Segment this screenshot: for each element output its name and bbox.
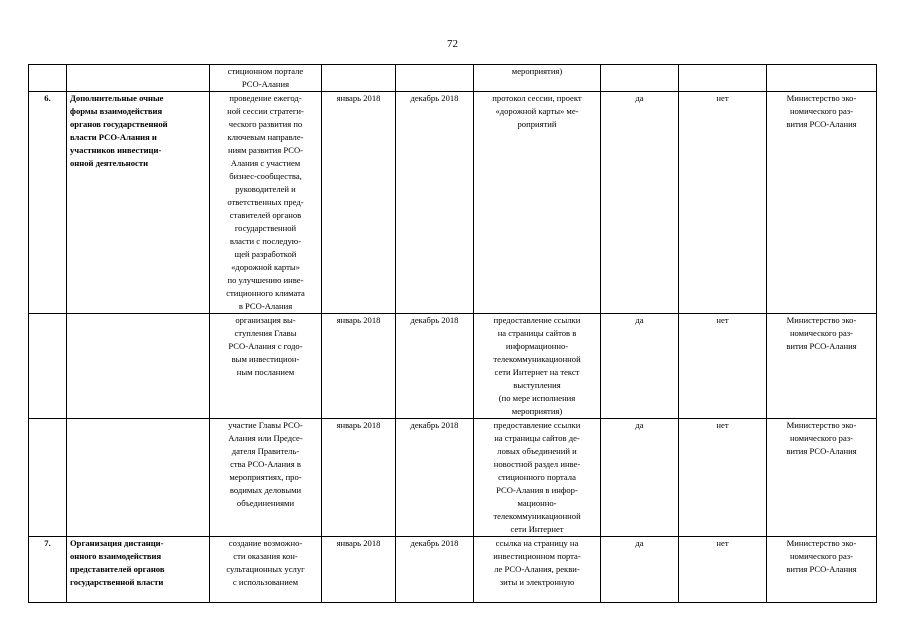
flag-cell: да — [601, 314, 679, 419]
event-cell: проведение ежегод- ной сессии стратеги- ческого развития по ключевым направле- ниям развития РСО- Алания с участием бизнес-сообщества, руководителей и ответственных пред- ставителей органов государственной власти с последую- щей разработкой «дорожной карты» по улучшению инве- стиционного климата в РСО-Алания — [210, 92, 322, 314]
row-number — [29, 419, 67, 537]
event-cell: участие Главы РСО- Алания или Предсе- дателя Правитель- ства РСО-Алания в мероприятиях, про- водимых деловыми объединениями — [210, 419, 322, 537]
end-date-cell — [396, 65, 474, 92]
event-cell: стиционном портале РСО-Алания — [210, 65, 322, 92]
end-date-cell: декабрь 2018 — [396, 537, 474, 603]
direction-cell — [67, 65, 210, 92]
responsible-cell: Министерство эко- номического раз- вития РСО-Алания — [767, 419, 877, 537]
flag-cell: нет — [679, 537, 767, 603]
row-number: 6. — [29, 92, 67, 314]
table-row — [29, 537, 877, 603]
row-number — [29, 314, 67, 419]
flag-cell: да — [601, 419, 679, 537]
flag-cell: да — [601, 92, 679, 314]
table-row — [29, 314, 877, 419]
direction-cell: Организация дистанци- онного взаимодействия представителей органов государственной власти — [67, 537, 210, 603]
row-number: 7. — [29, 537, 67, 603]
flag-cell: да — [601, 537, 679, 603]
flag-cell — [679, 65, 767, 92]
table-row — [29, 419, 877, 537]
direction-cell — [67, 419, 210, 537]
flag-cell — [601, 65, 679, 92]
event-cell: создание возможно- сти оказания кон- сультационных услуг с использованием — [210, 537, 322, 603]
responsible-cell: Министерство эко- номического раз- вития РСО-Алания — [767, 314, 877, 419]
responsible-cell — [767, 65, 877, 92]
start-date-cell: январь 2018 — [322, 314, 396, 419]
result-cell: ссылка на страницу на инвестиционном порта- ле РСО-Алания, рекви- зиты и электронную — [474, 537, 601, 603]
flag-cell: нет — [679, 92, 767, 314]
responsible-cell: Министерство эко- номического раз- вития РСО-Алания — [767, 92, 877, 314]
direction-cell — [67, 314, 210, 419]
start-date-cell — [322, 65, 396, 92]
row-number — [29, 65, 67, 92]
event-cell: организация вы- ступления Главы РСО-Алания с годо- вым инвестицион- ным посланием — [210, 314, 322, 419]
result-cell: протокол сессии, проект «дорожной карты» ме- роприятий — [474, 92, 601, 314]
start-date-cell: январь 2018 — [322, 92, 396, 314]
table-row — [29, 65, 877, 92]
page-number: 72 — [447, 38, 458, 50]
end-date-cell: декабрь 2018 — [396, 314, 474, 419]
end-date-cell: декабрь 2018 — [396, 92, 474, 314]
result-cell: предоставление ссылки на страницы сайтов де- ловых объединений и новостной раздел инве- стиционного портала РСО-Алания в инфор- мационно- телекоммуникационной сети Интернет — [474, 419, 601, 537]
flag-cell: нет — [679, 314, 767, 419]
start-date-cell: январь 2018 — [322, 537, 396, 603]
measures-table — [28, 64, 877, 603]
flag-cell: нет — [679, 419, 767, 537]
direction-cell: Дополнительные очные формы взаимодействия органов государственной власти РСО-Алания и участников инвестици- онной деятельности — [67, 92, 210, 314]
responsible-cell: Министерство эко- номического раз- вития РСО-Алания — [767, 537, 877, 603]
result-cell: мероприятия) — [474, 65, 601, 92]
start-date-cell: январь 2018 — [322, 419, 396, 537]
table-row — [29, 92, 877, 314]
result-cell: предоставление ссылки на страницы сайтов в информационно- телекоммуникационной сети Интернет на текст выступления (по мере исполнения мероприятия) — [474, 314, 601, 419]
end-date-cell: декабрь 2018 — [396, 419, 474, 537]
